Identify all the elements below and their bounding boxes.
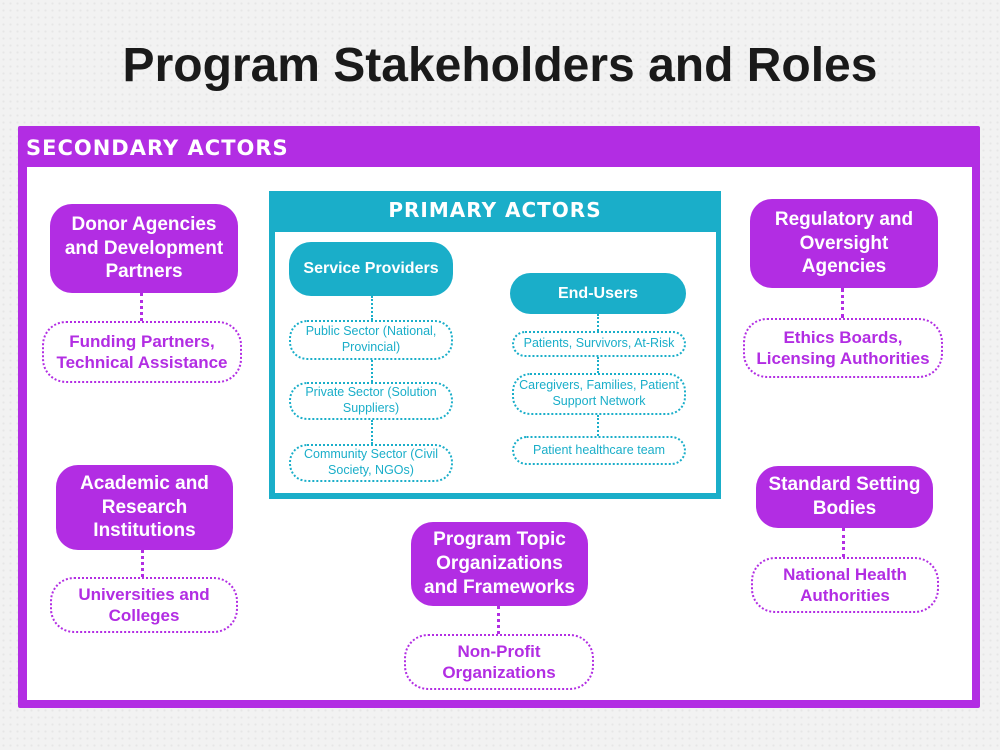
eu-connector-3	[597, 415, 599, 436]
standard-setting-node: Standard Setting Bodies	[756, 466, 933, 528]
primary-actors-label: PRIMARY ACTORS	[388, 198, 602, 222]
sp-item-private: Private Sector (Solution Suppliers)	[289, 382, 453, 420]
donor-role-node: Funding Partners, Technical Assistance	[42, 321, 242, 383]
standards-connector	[842, 528, 845, 557]
eu-item-patients: Patients, Survivors, At-Risk	[512, 331, 686, 357]
standards-role-node: National Health Authorities	[751, 557, 939, 613]
sp-connector-1	[371, 296, 373, 320]
eu-item-caregivers: Caregivers, Families, Patient Support Network	[512, 373, 686, 415]
service-providers-node: Service Providers	[289, 242, 453, 296]
secondary-actors-label: SECONDARY ACTORS	[26, 136, 289, 160]
regulatory-connector	[841, 288, 844, 318]
eu-connector-1	[597, 314, 599, 331]
sp-connector-2	[371, 360, 373, 382]
topic-connector	[497, 606, 500, 634]
topic-organizations-node: Program Topic Organizations and Frameworks	[411, 522, 588, 606]
regulatory-agencies-node: Regulatory and Oversight Agencies	[750, 199, 938, 288]
topic-role-node: Non-Profit Organizations	[404, 634, 594, 690]
donor-connector	[140, 293, 143, 321]
donor-agencies-node: Donor Agencies and Development Partners	[50, 204, 238, 293]
eu-item-healthcare-team: Patient healthcare team	[512, 436, 686, 465]
sp-item-public: Public Sector (National, Provincial)	[289, 320, 453, 360]
academic-role-node: Universities and Colleges	[50, 577, 238, 633]
eu-connector-2	[597, 357, 599, 373]
diagram-title: Program Stakeholders and Roles	[122, 39, 878, 92]
academic-institutions-node: Academic and Research Institutions	[56, 465, 233, 550]
regulatory-role-node: Ethics Boards, Licensing Authorities	[743, 318, 943, 378]
end-users-node: End-Users	[510, 273, 686, 314]
sp-item-community: Community Sector (Civil Society, NGOs)	[289, 444, 453, 482]
academic-connector	[141, 550, 144, 577]
sp-connector-3	[371, 420, 373, 444]
